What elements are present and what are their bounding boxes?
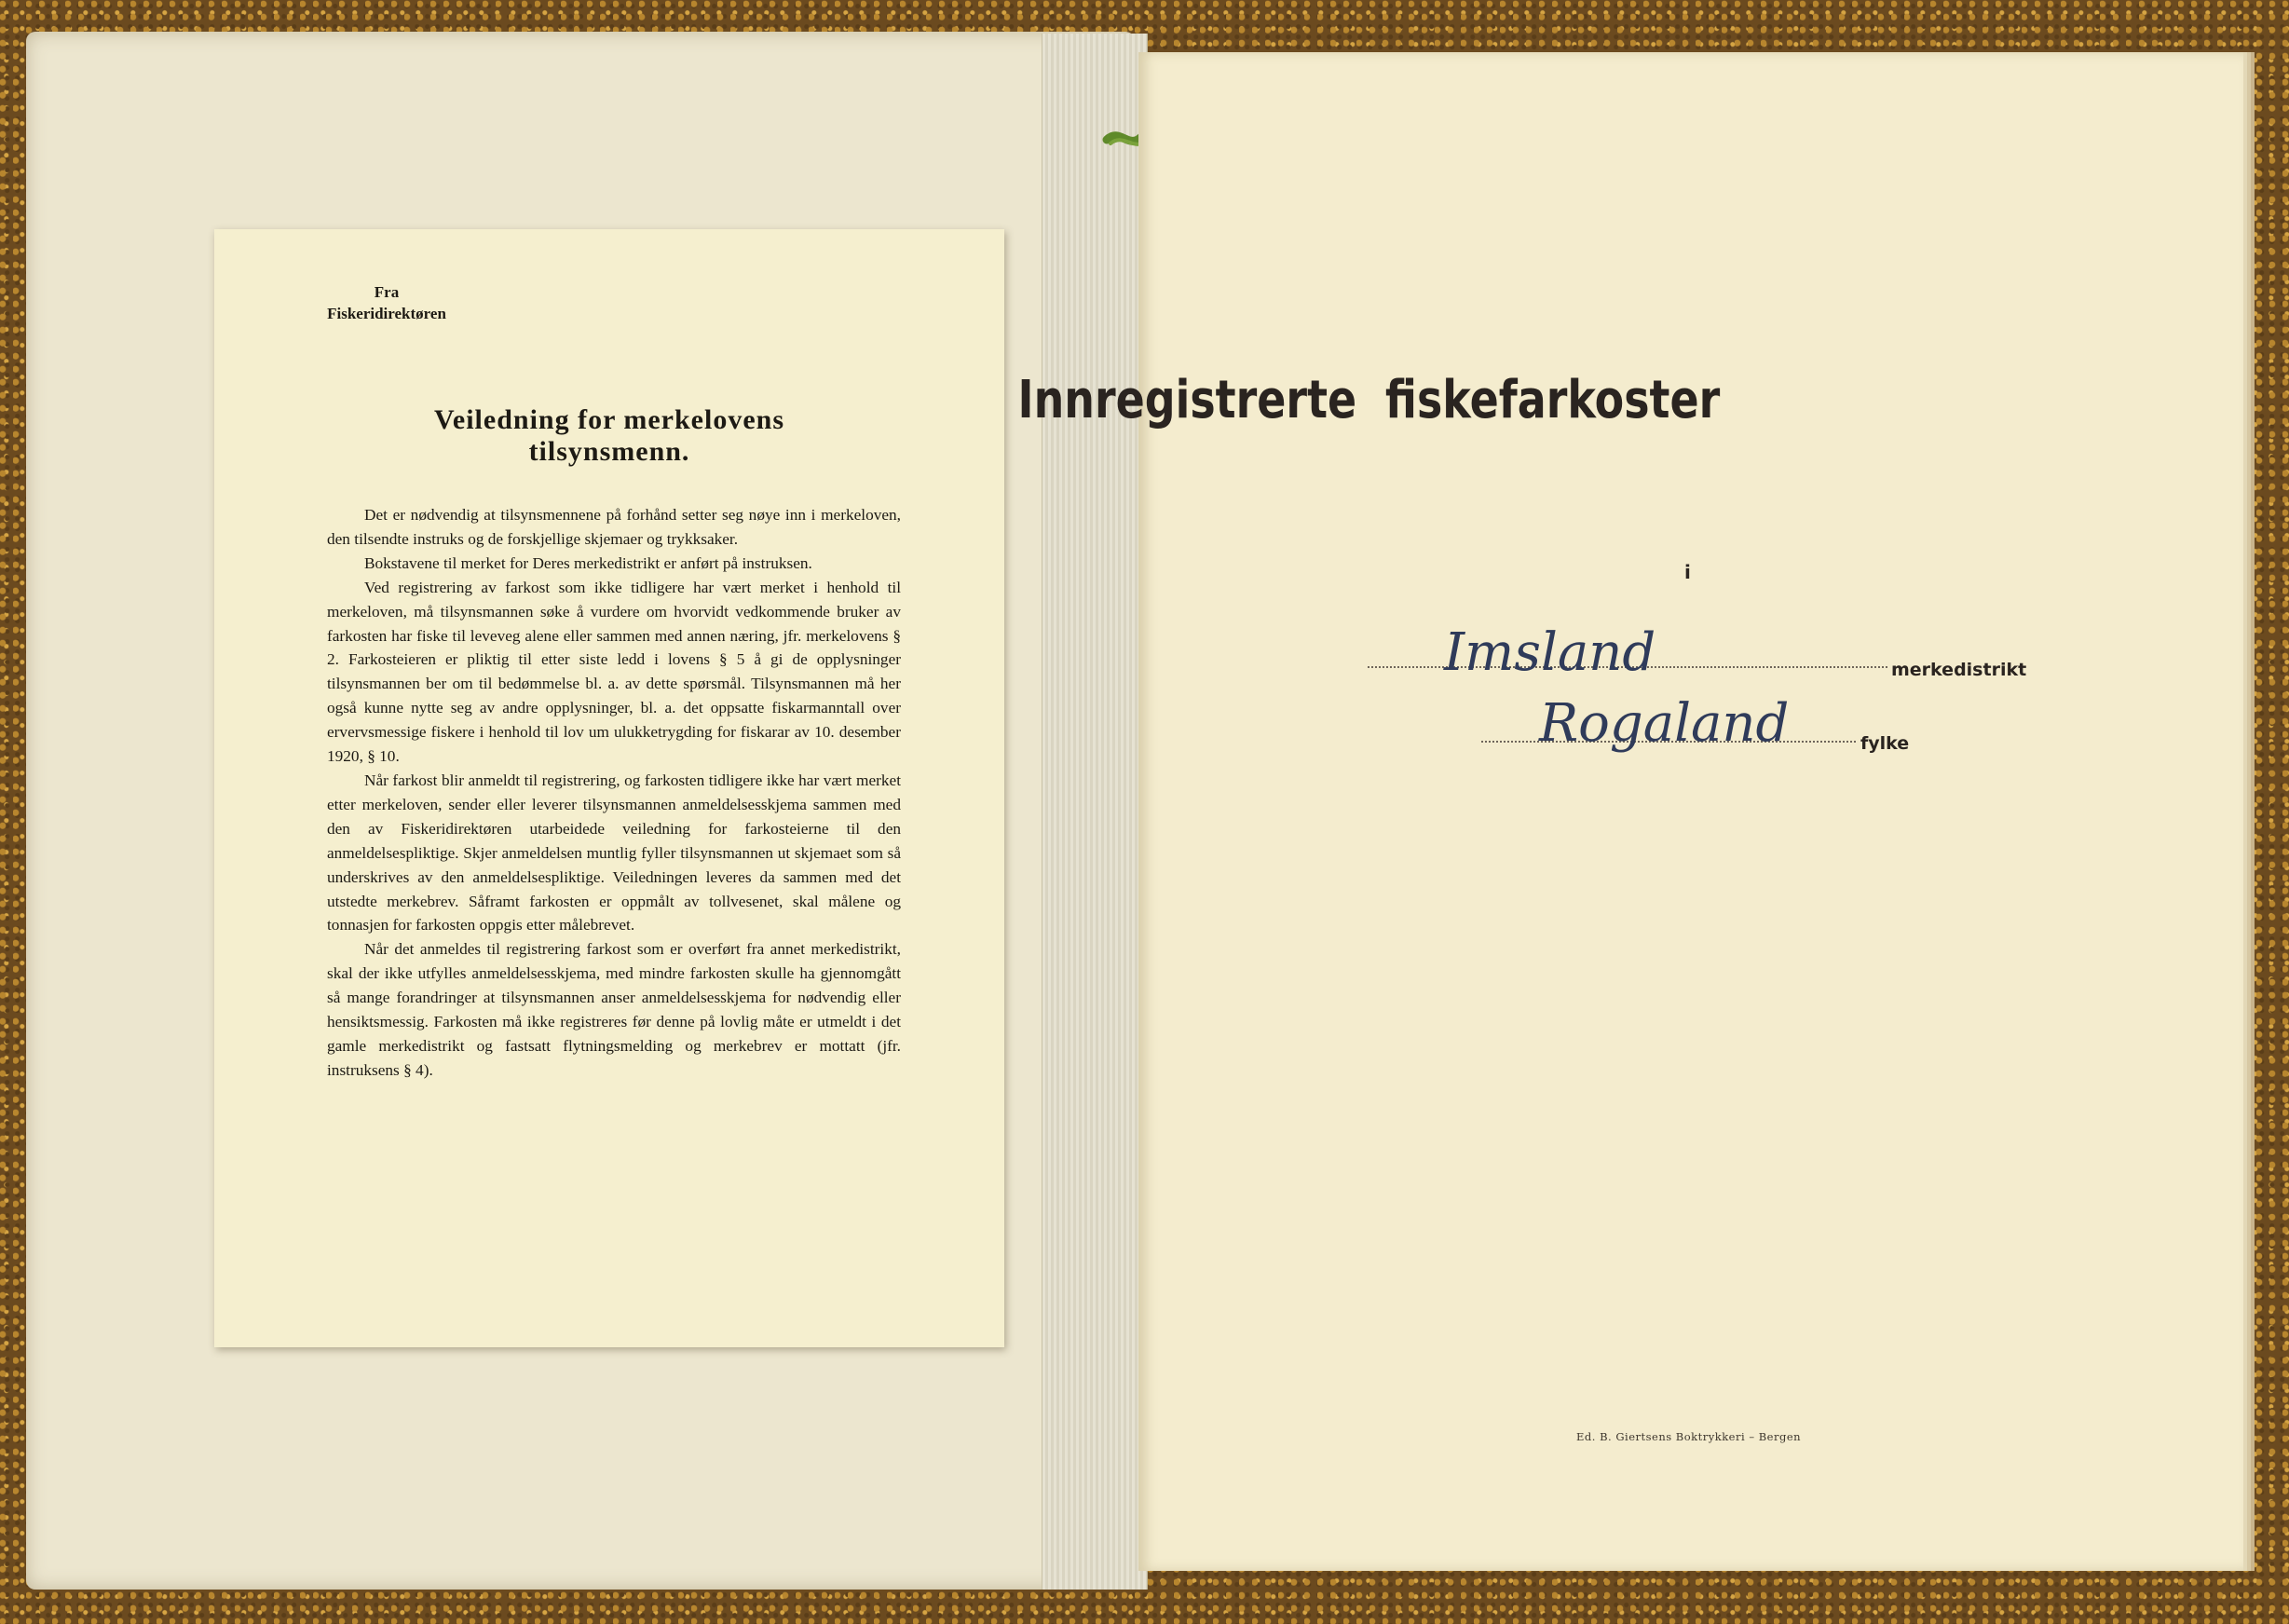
sender-office: Fiskeridirektøren: [327, 305, 446, 322]
sender-from: Fra: [374, 283, 400, 301]
sender-block: [214, 281, 559, 324]
county-label: fylke: [1860, 733, 1910, 754]
guide-paragraph-5: Når det anmeldes til registrering farkost som er overført fra annet merkedistrikt, skal der ikke utfylles anmeldelsesskjema, med mindre farkosten skulle ha gjennomgått så mange forandringer at tilsynsmannen anser anmeldelsesskjema for nødvendig eller hensiktsmessig. Farkosten må ikke registreres før denne på lovlig måte er utmeldt i det gamle merkedistrikt og fastsatt flytningsmelding og merkebrev er mottatt (jfr. instruksens § 4).: [327, 940, 901, 1079]
county-handwritten-value: Rogaland: [1539, 693, 1790, 754]
book-spine-cloth: [1042, 34, 1148, 1590]
district-label: merkedistrikt: [1891, 660, 2027, 680]
guide-title-line-2: tilsynsmenn.: [528, 436, 690, 467]
guide-paragraph-1: Det er nødvendig at tilsynsmennene på forhånd setter seg nøye inn i merkeloven, den tilsendte instruks og de forskjellige skjemaer og trykksaker.: [327, 506, 901, 548]
guide-paragraph-2: Bokstavene til merket for Deres merkedistrikt er anført på instruksen.: [364, 553, 812, 572]
register-title: Innregistrerte fiskefarkoster: [1017, 370, 1721, 430]
guide-title-line-1: Veiledning for merkelovens: [434, 404, 784, 435]
district-handwritten-value: Imsland: [1444, 622, 1656, 683]
title-page: [1138, 52, 2243, 1571]
guide-paragraph-4: Når farkost blir anmeldt til registrering, og farkosten tidligere ikke har vært merket etter merkeloven, sender eller leverer tilsynsmannen anmeldelsesskjema sammen med den av Fiskeridirektøren utarbeidede veiledning for farkosteierne til den anmeldelsespliktige. Skjer anmeldelsen muntlig fyller tilsynsmannen ut skjemaet som så underskrives av den anmeldelsespliktige. Veiledningen leveres da sammen med det utstedte merkebrev. Såframt farkosten er oppmålt av tollvesenet, skal målene og tonnasjen for farkosten oppgis etter målebrevet.: [327, 771, 901, 935]
guide-body: [327, 503, 901, 1083]
printer-imprint: Ed. B. Giertsens Boktrykkeri – Bergen: [1576, 1430, 1802, 1443]
guide-paragraph-3: Ved registrering av farkost som ikke tidligere har vært merket i henhold til merkeloven, må tilsynsmannen søke å vurdere om hvorvidt vedkommende bruker av farkosten har fiske til leveveg alene eller sammen med annen næring, jfr. merkelovens § 2. Farkosteieren er pliktig til etter siste ledd i lovens § 5 å gi de opplysninger tilsynsmannen ber om til bedømmelse bl. a. av dette spørsmål. Tilsynsmannen må her også kunne nytte seg av andre opplysninger, bl. a. det oppsatte fiskarmanntall over ervervsmessige fiskere i henhold til lov um ulukketrygding for fiskarar av 10. desember 1920, § 10.: [327, 578, 901, 766]
connector-word: i: [1684, 561, 1691, 583]
